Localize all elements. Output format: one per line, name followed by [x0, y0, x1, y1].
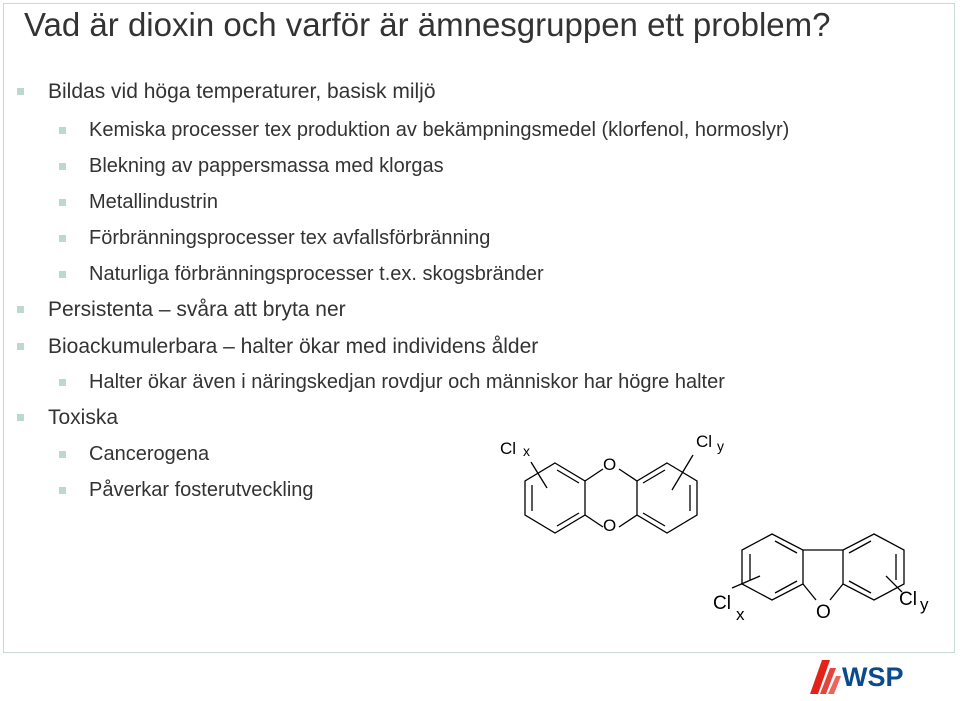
furan-oxygen-bond: [830, 584, 843, 600]
dioxin-left-ring: [525, 463, 585, 533]
furan-left-ring-inner-bond: [775, 581, 797, 593]
dioxin-left-ring-inner-bond: [557, 470, 579, 483]
bullet-text: Kemiska processer tex produktion av bekämpningsmedel (klorfenol, hormoslyr): [89, 119, 790, 141]
furan-o-center: O: [816, 602, 831, 623]
dioxin-y-subscript: y: [717, 438, 724, 454]
wsp-logo: [808, 654, 912, 696]
furan-right-ring: [843, 534, 904, 600]
dioxin-oxygen-bond: [619, 469, 637, 481]
furan-structure: [732, 534, 904, 600]
wsp-logo-text: WSP: [842, 662, 904, 692]
bullet-text: Naturliga förbränningsprocesser t.ex. skogsbränder: [89, 263, 544, 285]
dioxin-o-top: O: [603, 455, 617, 474]
furan-x-subscript: x: [736, 605, 745, 624]
dioxin-oxygen-bond: [585, 469, 603, 481]
dioxin-oxygen-bond: [619, 515, 637, 527]
dioxin-x-subscript: x: [523, 443, 530, 459]
bullet-text: Persistenta – svåra att bryta ner: [48, 298, 346, 321]
furan-cl-left: Cl: [713, 593, 731, 614]
bullet-text: Förbränningsprocesser tex avfallsförbränning: [89, 227, 491, 249]
dioxin-left-ring-inner-bond: [557, 513, 579, 526]
dioxin-cl-left: Cl: [500, 439, 517, 458]
dioxin-right-ring-inner-bond: [643, 513, 665, 526]
bullet-text: Halter ökar även i näringskedjan rovdjur och människor har högre halter: [89, 371, 725, 393]
bullet-text: Metallindustrin: [89, 191, 218, 213]
wsp-logo-mark-icon: [810, 660, 841, 694]
dioxin-cl-right: Cl: [696, 432, 713, 451]
bullet-text: Cancerogena: [89, 443, 210, 465]
furan-oxygen-bond: [803, 584, 816, 600]
bullet-text: Bildas vid höga temperaturer, basisk miljö: [48, 80, 436, 103]
bullet-text: Blekning av pappersmassa med klorgas: [89, 155, 444, 177]
furan-left-ring-inner-bond: [775, 541, 797, 553]
dioxin-right-ring-inner-bond: [643, 470, 665, 483]
bullet-text: Bioackumulerbara – halter ökar med individens ålder: [48, 335, 539, 358]
dioxin-chlorine-bond: [531, 462, 547, 488]
dioxin-chlorine-bond: [672, 455, 693, 490]
dioxin-oxygen-bond: [585, 515, 603, 527]
dioxin-right-ring: [637, 463, 697, 533]
bullet-text: Toxiska: [48, 406, 119, 429]
bullet-text: Påverkar fosterutveckling: [89, 479, 314, 501]
furan-right-ring-inner-bond: [849, 581, 871, 593]
dioxin-o-bottom: O: [603, 516, 617, 535]
furan-y-subscript: y: [920, 595, 929, 614]
slide-title: Vad är dioxin och varför är ämnesgruppen ett problem?: [24, 6, 831, 43]
furan-right-ring-inner-bond: [849, 541, 871, 553]
furan-left-ring: [742, 534, 803, 600]
furan-cl-right: Cl: [899, 589, 917, 610]
